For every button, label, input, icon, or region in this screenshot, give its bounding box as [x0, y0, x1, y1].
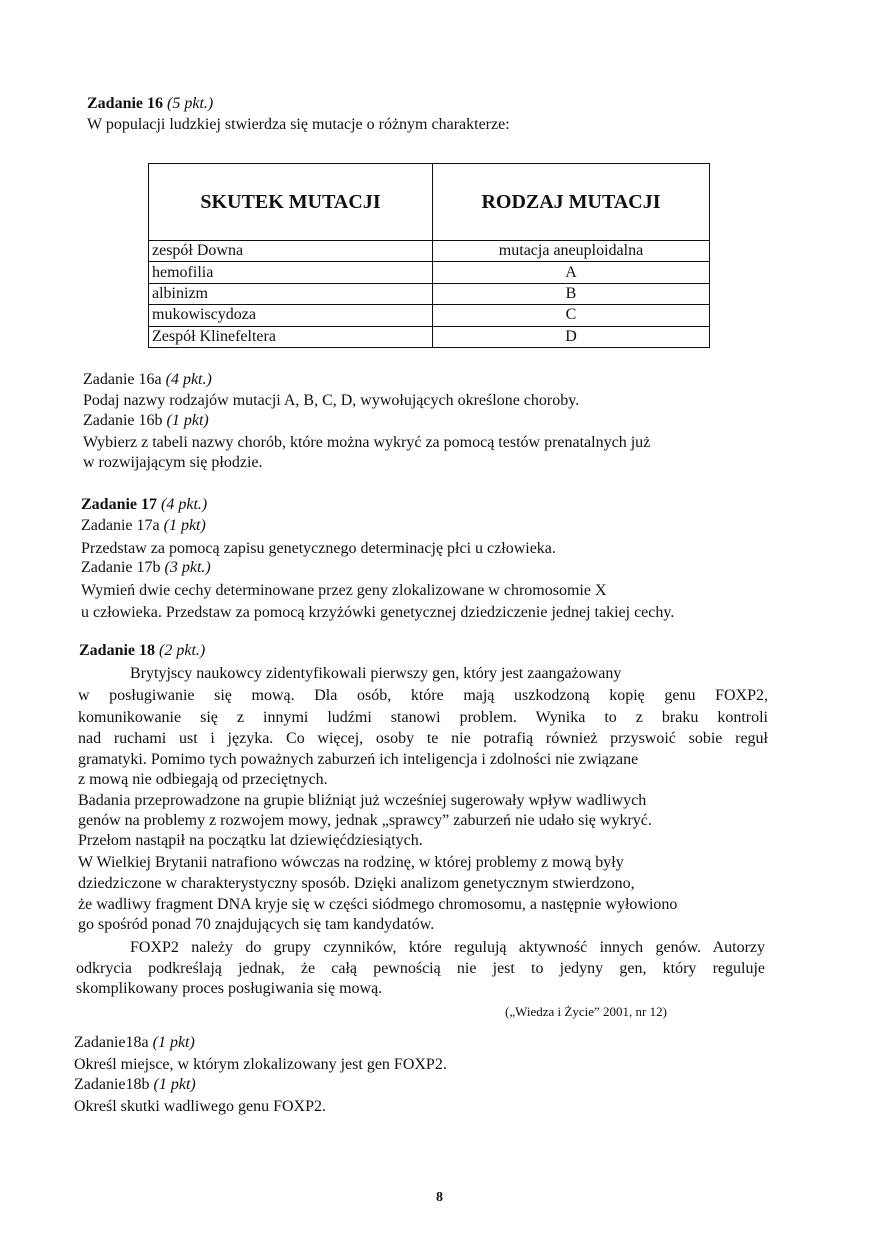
task-18a-title: Zadanie18a: [74, 1034, 149, 1051]
task-18b-text: Określ skutki wadliwego genu FOXP2.: [74, 1098, 326, 1115]
article-line: z mową nie odbiegają od przeciętnych.: [78, 771, 328, 788]
task-17b-text-2: u człowieka. Przedstaw za pomocą krzyżówki genetycznej dziedziczenie jednej takiej cechy.: [81, 604, 675, 621]
article-source: („Wiedza i Życie” 2001, nr 12): [505, 1004, 667, 1019]
task-18b-points: (1 pkt): [153, 1076, 196, 1093]
task-17-title: Zadanie 17: [81, 496, 158, 513]
cell-type: B: [433, 283, 710, 304]
task-16b-heading: [83, 411, 209, 431]
task-18-heading: [79, 641, 205, 661]
task-16-points: (5 pkt.): [167, 95, 214, 112]
task-16a-heading: [83, 370, 212, 390]
article-line: W Wielkiej Brytanii natrafiono wówczas na rodzinę, w której problemy z mową były: [78, 854, 624, 871]
article-line: Przełom nastąpił na początku lat dziewięćdziesiątych.: [78, 832, 423, 849]
article-line: FOXP2 należy do grupy czynników, które regulują aktywność innych genów. Autorzy: [130, 939, 765, 956]
article-line: Brytyjscy naukowcy zidentyfikowali pierwszy gen, który jest zaangażowany: [130, 665, 622, 682]
task-18a-points: (1 pkt): [152, 1034, 195, 1051]
task-17-heading: [81, 495, 207, 515]
task-17a-points: (1 pkt): [163, 517, 206, 534]
task-16b-text-1: Wybierz z tabeli nazwy chorób, które można wykryć za pomocą testów prenatalnych już: [83, 434, 651, 451]
task-16b-title: Zadanie 16b: [83, 412, 163, 429]
cell-effect: mukowiscydoza: [149, 305, 433, 326]
task-16a-points: (4 pkt.): [165, 371, 212, 388]
task-16-title: Zadanie 16: [87, 95, 164, 112]
header-type: RODZAJ MUTACJI: [433, 164, 710, 241]
task-17b-heading: [81, 558, 211, 578]
task-18a-heading: [74, 1033, 195, 1053]
task-16b-points: (1 pkt): [166, 412, 209, 429]
cell-type: D: [433, 326, 710, 347]
article-line: gramatyki. Pomimo tych poważnych zaburzeń ich inteligencja i zdolności nie związane: [78, 751, 639, 768]
article-line: komunikowanie się z innymi ludźmi stanowi problem. Wynika to z braku kontroli: [78, 709, 768, 726]
article-line: że wadliwy fragment DNA kryje się w części siódmego chromosomu, a następnie wyłowiono: [78, 896, 678, 913]
page-number: 8: [436, 1190, 443, 1205]
task-16-intro: W populacji ludzkiej stwierdza się mutacje o różnym charakterze:: [87, 116, 510, 133]
task-17a-title: Zadanie 17a: [81, 517, 160, 534]
article-line: genów na problemy z rozwojem mowy, jednak „sprawcy” zaburzeń nie udało się wykryć.: [78, 812, 652, 829]
cell-type: C: [433, 305, 710, 326]
task-16a-title: Zadanie 16a: [83, 371, 162, 388]
task-16a-text: Podaj nazwy rodzajów mutacji A, B, C, D, wywołujących określone choroby.: [83, 392, 580, 409]
cell-effect: zespół Downa: [149, 241, 433, 262]
cell-effect: albinizm: [149, 283, 433, 304]
article-line: odkrycia podkreślają jednak, że całą pewnością nie jest to jedyny gen, który reguluje: [76, 960, 765, 977]
table-row: [149, 326, 710, 347]
cell-effect: Zespół Klinefeltera: [149, 326, 433, 347]
task-17a-text: Przedstaw za pomocą zapisu genetycznego determinację płci u człowieka.: [81, 540, 556, 557]
task-18-points: (2 pkt.): [159, 642, 206, 659]
cell-type: mutacja aneuploidalna: [433, 241, 710, 262]
table-row: [149, 262, 710, 283]
article-line: dziedziczone w charakterystyczny sposób. Dzięki analizom genetycznym stwierdzono,: [78, 875, 635, 892]
header-effect: SKUTEK MUTACJI: [149, 164, 433, 241]
task-17b-text-1: Wymień dwie cechy determinowane przez geny zlokalizowane w chromosomie X: [81, 582, 607, 599]
cell-effect: hemofilia: [149, 262, 433, 283]
task-18a-text: Określ miejsce, w którym zlokalizowany jest gen FOXP2.: [74, 1056, 447, 1073]
article-line: w posługiwanie się mową. Dla osób, które mają uszkodzoną kopię genu FOXP2,: [78, 687, 768, 704]
task-18b-title: Zadanie18b: [74, 1076, 150, 1093]
article-line: go spośród ponad 70 znajdujących się tam kandydatów.: [78, 916, 435, 933]
mutation-table: [148, 163, 710, 348]
table-row: [149, 241, 710, 262]
article-line: skomplikowany proces posługiwania się mową.: [76, 980, 383, 997]
task-17-points: (4 pkt.): [161, 496, 208, 513]
task-16b-text-2: w rozwijającym się płodzie.: [83, 454, 263, 471]
task-17b-points: (3 pkt.): [164, 559, 211, 576]
task-17b-title: Zadanie 17b: [81, 559, 161, 576]
article-line: nad ruchami ust i języka. Co więcej, osoby te nie potrafią również przyswoić sobie reguł: [78, 730, 768, 747]
task-18b-heading: [74, 1075, 196, 1095]
task-17a-heading: [81, 516, 206, 536]
task-16-heading: [87, 94, 213, 114]
table-row: [149, 283, 710, 304]
article-line: Badania przeprowadzone na grupie bliźniąt już wcześniej sugerowały wpływ wadliwych: [78, 792, 647, 809]
task-18-title: Zadanie 18: [79, 642, 156, 659]
table-row: [149, 305, 710, 326]
cell-type: A: [433, 262, 710, 283]
table-header-row: [149, 164, 710, 241]
